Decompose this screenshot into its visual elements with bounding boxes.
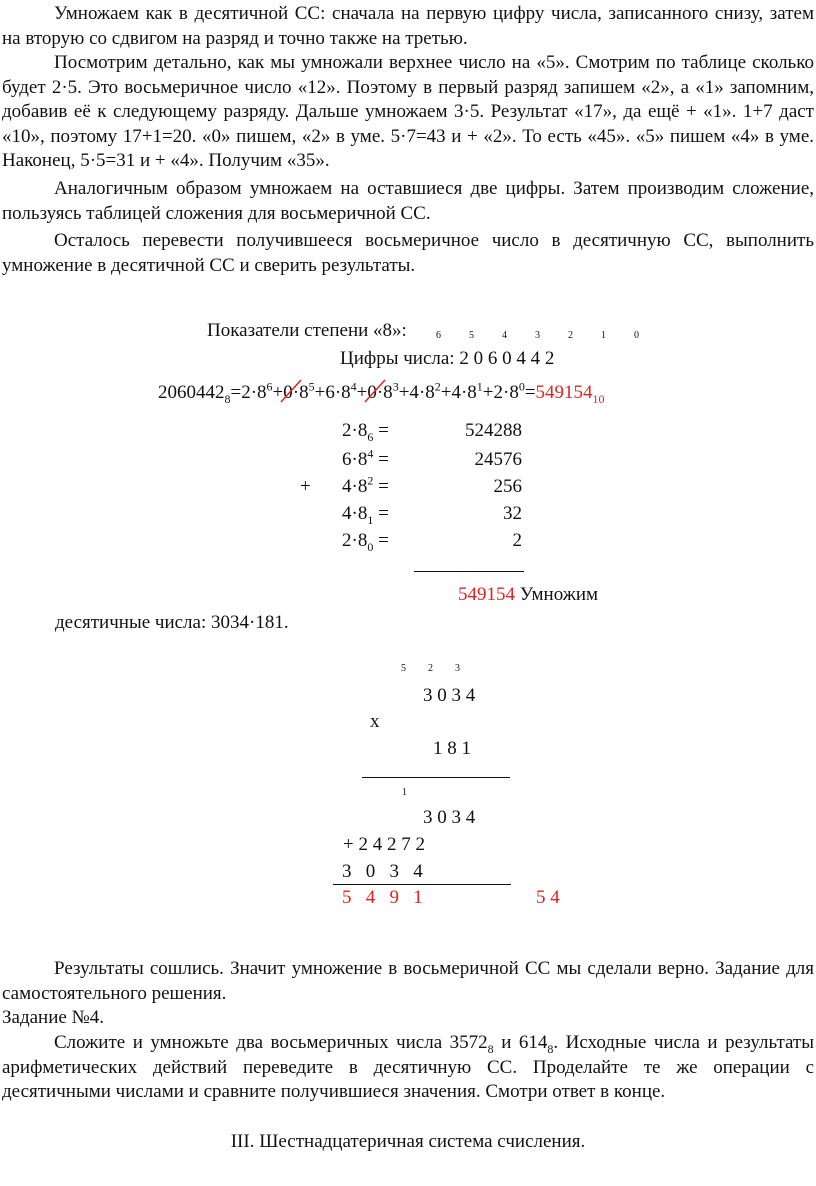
partial-product-1: 3 0 3 4 <box>423 807 476 828</box>
sum-row-1-value: 524288 <box>465 420 522 441</box>
digits-value: 2 0 6 0 4 4 2 <box>459 348 555 369</box>
power-1: 1 <box>601 330 606 341</box>
sum-row-3-value: 256 <box>493 476 522 497</box>
sum-continuation: десятичные числа: 3034·181. <box>55 612 289 633</box>
sum-row-1-term: $2\cdot 8_6$ = <box>342 420 389 444</box>
term-1: $2\cdot 8^6+$ <box>241 379 284 403</box>
term-6: $4\cdot 8^1+$ <box>451 379 494 403</box>
octal-number: 2060442 <box>158 382 225 403</box>
paragraph-2: Посмотрим детально, как мы умножали верхнее число на «5». Смотрим по таблице сколько будет 2·5. Это восьмеричное число «12». Поэтому в первый разряд запишем «2», а «1» запомним, добавив её к следующему разряду. Дальше умножаем 3·5. Результат «17», да ещё + «1». 1+7 даст «10», поэтому 17+1=20. «0» пишем, «2» в уме. 5·7=43 и + «2». То есть «45». «5» пишем «4» в уме. Наконец, 5·5=31 и + «4». Получим «35». <box>2 52 814 171</box>
mult-underline-2 <box>333 884 511 885</box>
sum-row-5-term: $2\cdot 8_0$ = <box>342 530 389 554</box>
power-6: 6 <box>436 330 441 341</box>
carries-top <box>401 658 460 680</box>
carry-mid: 1 <box>402 787 407 798</box>
sum-row-4-value: 32 <box>503 503 522 524</box>
decimal-base: 10 <box>592 391 605 406</box>
sum-after-text: Умножим <box>519 584 599 605</box>
sum-row-3-term: $4\cdot 8^2$ = <box>342 473 389 497</box>
paragraph-5: Результаты сошлись. Значит умножение в восьмеричной СС мы сделали верно. Задание для самостоятельного решения. <box>2 958 814 1004</box>
octal-base: 8 <box>224 391 231 406</box>
powers-row <box>207 320 407 342</box>
power-5: 5 <box>469 330 474 341</box>
powers-label: Показатели степени «8»: <box>207 320 407 341</box>
mult-result-left: 5 4 9 1 <box>342 887 423 908</box>
sum-total-row <box>458 584 598 606</box>
partial-product-3: 3 0 3 4 <box>342 861 423 882</box>
sum-total: 549154 <box>458 584 515 605</box>
carry-3: 3 <box>455 663 460 674</box>
expansion-formula: $2060442_8=2\cdot 8^6+0\cdot 8^5$ $+6\cdot 8^4+0\cdot 8^3$ $+4\cdot 8^2+4\cdot 8^1+2\cdot 8^0=549154_{10}$ <box>158 379 605 406</box>
term-3: $6\cdot 8^4+$ <box>325 379 368 403</box>
powers-list <box>436 325 639 347</box>
strike-mark-icon <box>279 378 305 404</box>
strike-mark-icon <box>363 378 389 404</box>
mult-top-number: 3 0 3 4 <box>423 685 476 706</box>
power-2: 2 <box>568 330 573 341</box>
digits-row <box>340 348 554 370</box>
mult-bottom-number: 1 8 1 <box>433 738 471 759</box>
term-4-struck: $0\cdot 8^3$ <box>367 382 398 403</box>
power-4: 4 <box>502 330 507 341</box>
carry-1: 5 <box>401 663 406 674</box>
term-2-struck: $0\cdot 8^5$ <box>283 382 314 403</box>
plus-sign: + <box>300 476 311 497</box>
paragraph-4: Осталось перевести получившееся восьмеричное число в десятичную СС, выполнить умножение в десятичной СС и сверить результаты. <box>2 230 814 276</box>
paragraph-1: Умножаем как в десятичной СС: сначала на первую цифру числа, записанного снизу, затем на вторую со сдвигом на разряд и точно также на третью. <box>2 3 814 49</box>
term-5: $4\cdot 8^2+$ <box>409 379 452 403</box>
digits-label: Цифры числа: <box>340 348 455 369</box>
section-heading: III. Шестнадцатеричная система счисления. <box>230 1131 586 1152</box>
partial-product-2: + 2 4 2 7 2 <box>343 834 425 855</box>
sum-row-4-term: $4\cdot 8_1$ = <box>342 503 389 527</box>
decimal-result: 549154 <box>535 382 593 403</box>
paragraph-6: Сложите и умножьте два восьмеричных числа $3572_8$ и $614_8$. Исходные числа и результаты арифметических действий переведите в десятичную СС. Проделайте те же операции с десятичными числами и сравните получившиеся значения. Смотри ответ в конце. <box>2 1032 814 1102</box>
sum-row-2-term: $6\cdot 8^4$ = <box>342 446 389 470</box>
sum-underline <box>414 571 524 572</box>
task-title: Задание №4. <box>2 1007 104 1028</box>
paragraph-3: Аналогичным образом умножаем на оставшиеся две цифры. Затем производим сложение, пользуясь таблицей сложения для восьмеричной СС. <box>2 178 814 224</box>
carry-2: 2 <box>428 663 433 674</box>
mult-result-right: 5 4 <box>536 887 560 908</box>
sum-row-2-value: 24576 <box>474 449 522 470</box>
term-7: $2\cdot 8^0=$ <box>493 379 536 403</box>
sum-row-5-value: 2 <box>512 530 522 551</box>
power-3: 3 <box>535 330 540 341</box>
mult-sign: x <box>370 711 380 732</box>
power-0: 0 <box>634 330 639 341</box>
mult-underline-1 <box>362 777 510 778</box>
